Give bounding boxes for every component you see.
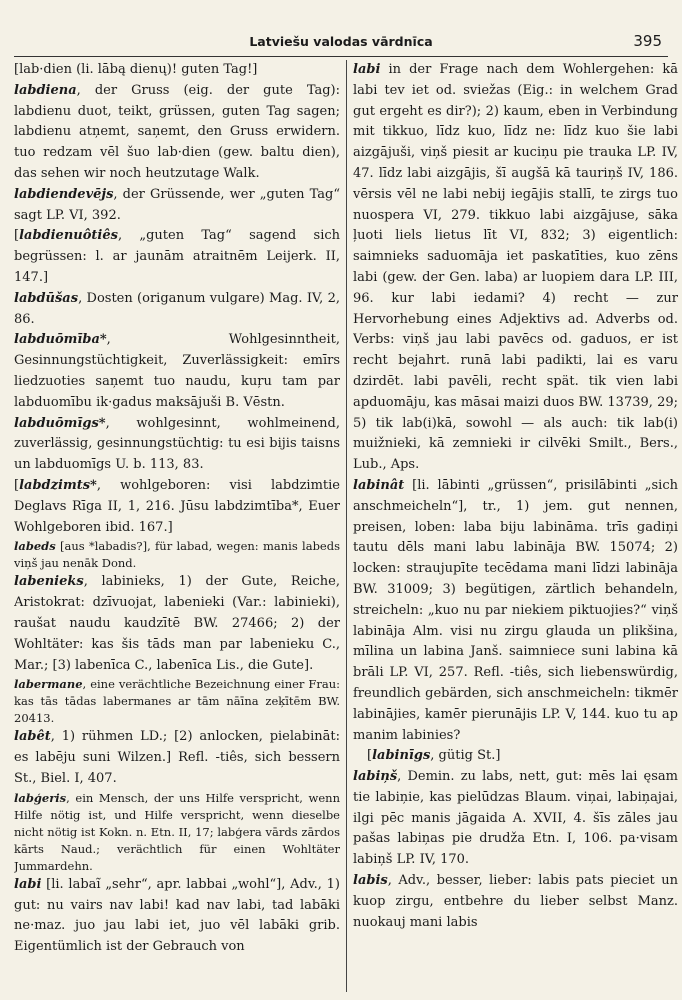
dictionary-entry: labi [li. labaĩ „sehr“, apr. labbai „wohl“], Adv., 1) gut: nu vairs nav labi! kad nav labi, tad labāki ne·maz. juo jau labi iet, juo vēl labāki grib. Eigentümlich ist der Gebrauch von bbox=[14, 876, 340, 955]
headword: labenieks bbox=[14, 574, 84, 590]
dictionary-entry: [labinīgs, gütig St.] bbox=[367, 748, 501, 764]
left-column bbox=[14, 60, 340, 992]
page-number: 395 bbox=[633, 32, 662, 50]
column-divider bbox=[346, 60, 347, 992]
dictionary-entry: labermane, eine verächtliche Bezeichnung einer Frau: kas tās tādas labermanes ar tām nāīna zeķītēm BW. 20413. bbox=[14, 677, 340, 726]
dictionary-entry: [lab·dien (li. lābą dienų)! guten Tag!] bbox=[14, 62, 258, 77]
dictionary-entry: labinât [li. lābinti „grüssen“, prisilābinti „sich anschmeicheln“], tr., 1) jem. gut nennen, preisen, loben: laba biju labināma. trīs gadiņi tautu dēls mani labu labināja BW. 15074; 2) locken: straujupīte tecēdama mani līdzi labināja BW. 31009; 3) begütigen, zärtlich behandeln, streicheln: „kuo nu par niekiem piktuojies?“ viņš labināja Alm. visi nu zirgu glauda un plikšina, mīlina un labina Janš. saimniece suni labina kā brāli LP. VI, 257. Refl. -tiês, sich liebenswürdig, freundlich gebärden, sich anschmeicheln: tikmēr labinājies, kamēr pierunājis LP. V, 144. kuo tu ap manim labinies? bbox=[353, 477, 678, 743]
headword: labduōmīgs* bbox=[14, 415, 106, 431]
dictionary-entry: labdiendevējs, der Grüssende, wer „guten Tag“ sagt LP. VI, 392. bbox=[14, 186, 340, 223]
dictionary-entry: labi in der Frage nach dem Wohlergehen: kā labi tev iet od. sviežas (Eig.: in welchem Grad gut ergeht es dir?); 2) kaum, eben in Verbindung mit tikkuo, līdz kuo, līdz ne: līdz kuo šie labi aizgājuši, viņš piesit ar kuciņu pie trauka LP. IV, 47. līdz labi aizgājis, šī augšā kā tauriņš IV, 186. vērsis vēl ne labi nebij iegājis stallī, te zirgs tuo nuosperа VI, 279. tikkuo labi aizgājuse, sāka ļuoti liels lietus līt VI, 832; 3) eigentlich: saimnieks saduomāja iet paskatīties, kuo zēns labi (gew. der Gen. laba) ar luopiem dara LP. III, 96. kur labi iedami? 4) recht — zur Hervorhebung eines Adjektivs ad. Adverbs od. Verbs: viņš jau labi pavēcs od. gaduos, er ist recht bejahrt. runā labi padikti, lai es varu dzirdēt. labi pavēli, recht spät. tik vien labi apduomāju, kas māsai maizi duos BW. 13739, 29; 5) tik lab(i)kā, sowohl — als auch: tik lab(i) muižnieki, kā zemnieki ir cilvēki Smilt., Bers., Lub., Aps. bbox=[353, 62, 678, 473]
dictionary-entry: labduōmīgs*, wohlgesinnt, wohlmeinend, zuverlässig, gesinnungstüchtig: tu esi bijis taisns un labduomīgs U. b. 113, 83. bbox=[14, 415, 340, 473]
headword: labdiendevējs bbox=[14, 186, 114, 202]
page-title: Latviešu valodas vārdnīca bbox=[249, 34, 433, 49]
headword: labdienuôtiês bbox=[19, 228, 118, 244]
dictionary-entry: [labdienuôtiês, „guten Tag“ sagend sich begrüssen: l. ar jaunām atraitnēm Leijerk. II, 147.] bbox=[14, 228, 340, 285]
headword: labdūšas bbox=[14, 290, 79, 306]
headword: labiņš bbox=[353, 769, 398, 785]
dictionary-entry: labiņš, Demin. zu labs, nett, gut: mēs lai ęsam tie labiņie, kas pielūdzas Blaum. viņai, labiņajai, ilgi pēc manis jāgaida A. XVII, 4. šīs zāles jau pašas labiņas pie drudža Etn. I, 106. pa·visam labiņš LP. IV, 170. bbox=[353, 769, 678, 868]
dictionary-entry: labdiena, der Gruss (eig. der gute Tag): labdienu duot, teikt, grüssen, guten Tag sagen; labdienu atņemt, saņemt, den Gruss erwidern. tuo redzam vēl šuo lab·dien (gew. baltu dien), das sehen wir noch heutzutage Walk. bbox=[14, 82, 340, 181]
dictionary-entry: labdūšas, Dosten (origanum vulgare) Mag. IV, 2, 86. bbox=[14, 290, 340, 327]
headword: labi bbox=[14, 876, 42, 892]
headword: labinât bbox=[353, 477, 405, 493]
headword: labêt bbox=[14, 729, 51, 745]
headword: labdiena bbox=[14, 82, 77, 98]
headword: labdzimts* bbox=[19, 477, 97, 493]
dictionary-entry: labis, Adv., besser, lieber: labis pats pieciet un kuop zirgu, entbehre du lieber selbst Manz. nuokauj mani labis bbox=[353, 873, 678, 930]
headword: labinīgs bbox=[372, 748, 431, 764]
dictionary-entry: labeds [aus *labadis?], für labad, wegen: manis labeds viņš jau nenāk Dond. bbox=[14, 539, 340, 571]
dictionary-entry: [labdzimts*, wohlgeboren: visi labdzimtie Deglavs Rīga II, 1, 216. Jūsu labdzimtība*, Euer Wohlgeboren ibid. 167.] bbox=[14, 477, 340, 535]
headword: labermane bbox=[14, 677, 83, 692]
dictionary-entry: labduōmība*, Wohlgesinntheit, Gesinnungstüchtigkeit, Zuverlässigkeit: emīrs liedzuoties saņemt tuo naudu, kuŗu tam par labduomību ik·gadus maksājuši B. Vēstn. bbox=[14, 332, 340, 410]
page-header bbox=[14, 34, 668, 57]
headword: labduōmība* bbox=[14, 332, 107, 348]
dictionary-entry: labenieks, labinieks, 1) der Gute, Reiche, Aristokrat: dzīvuojat, labenieki (Var.: labinieki), raušat naudu kaudzītē BW. 27466; 2) der Wohltäter: kas šis tāds man par labenieku C., Mar.; [3) labenīca C., labenīca Lis., die Gute]. bbox=[14, 574, 340, 673]
headword: labeds bbox=[14, 539, 56, 554]
dictionary-entry: labêt, 1) rühmen LD.; [2) anlocken, pielabināt: es labēju suni Wilzen.] Refl. -tiês, sich bessern St., Biel. I, 407. bbox=[14, 729, 340, 786]
right-column bbox=[353, 60, 678, 992]
dictionary-entry: labģeris, ein Mensch, der uns Hilfe verspricht, wenn Hilfe nötig ist, und Hilfe verspricht, wenn dieselbe nicht nötig ist Kokn. n. Etn. II, 17; labģera vārds zārdos kārts Naud.; verächtlich für einen Wohltäter Jummardehn. bbox=[14, 790, 340, 873]
headword: labis bbox=[353, 873, 388, 889]
headword: labģeris bbox=[14, 790, 67, 805]
headword: labi bbox=[353, 62, 381, 77]
